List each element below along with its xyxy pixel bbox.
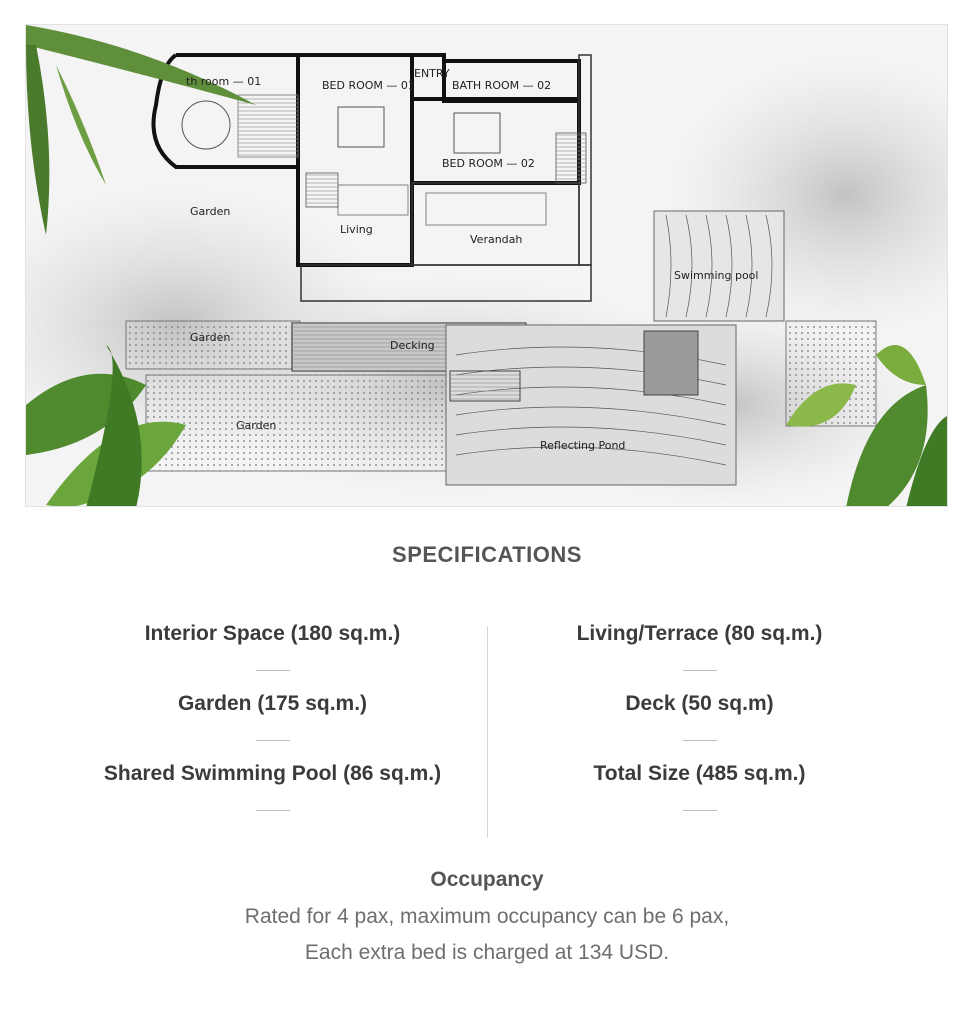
spec-item <box>29 682 516 752</box>
spec-deck: Deck (50 sq.m) <box>625 692 774 715</box>
plan-label-bathroom-01: th room — 01 <box>186 75 262 88</box>
occupancy-extra-bed-text: Each extra bed is charged at 134 USD. <box>304 941 670 964</box>
plan-label-garden-top: Garden <box>190 205 231 218</box>
spec-item <box>456 682 943 752</box>
plan-label-garden-bottom: Garden <box>236 419 277 432</box>
plan-label-garden-mid: Garden <box>190 331 231 344</box>
plan-label-entry: ENTRY <box>414 67 450 80</box>
plan-label-bathroom-02: BATH ROOM — 02 <box>452 79 552 92</box>
spec-item <box>29 612 516 682</box>
plan-label-reflecting-pond: Reflecting Pond <box>540 439 626 452</box>
spec-item <box>456 752 943 822</box>
spec-separator <box>256 810 290 811</box>
plan-label-decking: Decking <box>390 339 435 352</box>
plan-label-bedroom-01: BED ROOM — 01 <box>322 79 415 92</box>
spec-living-terrace: Living/Terrace (80 sq.m.) <box>576 622 823 645</box>
plan-label-living: Living <box>340 223 373 236</box>
occupancy-rating-text: Rated for 4 pax, maximum occupancy can be 6 pax, <box>244 905 730 928</box>
specifications-right-column <box>456 612 943 822</box>
spec-item <box>29 752 516 822</box>
specifications-heading: SPECIFICATIONS <box>392 542 582 567</box>
plan-label-swimming-pool: Swimming pool <box>674 269 759 282</box>
plan-label-verandah: Verandah <box>470 233 523 246</box>
occupancy-heading: Occupancy <box>430 868 544 891</box>
spec-interior-space: Interior Space (180 sq.m.) <box>144 622 401 645</box>
spec-garden: Garden (175 sq.m.) <box>177 692 368 715</box>
specifications-left-column <box>29 612 516 822</box>
spec-separator <box>683 740 717 741</box>
floor-plan-image <box>25 24 948 507</box>
spec-total-size: Total Size (485 sq.m.) <box>593 762 806 785</box>
spec-separator <box>683 810 717 811</box>
spec-separator <box>256 670 290 671</box>
spec-separator <box>256 740 290 741</box>
spec-shared-swimming-pool: Shared Swimming Pool (86 sq.m.) <box>103 762 442 785</box>
plan-label-bedroom-02: BED ROOM — 02 <box>442 157 535 170</box>
spec-item <box>456 612 943 682</box>
spec-separator <box>683 670 717 671</box>
